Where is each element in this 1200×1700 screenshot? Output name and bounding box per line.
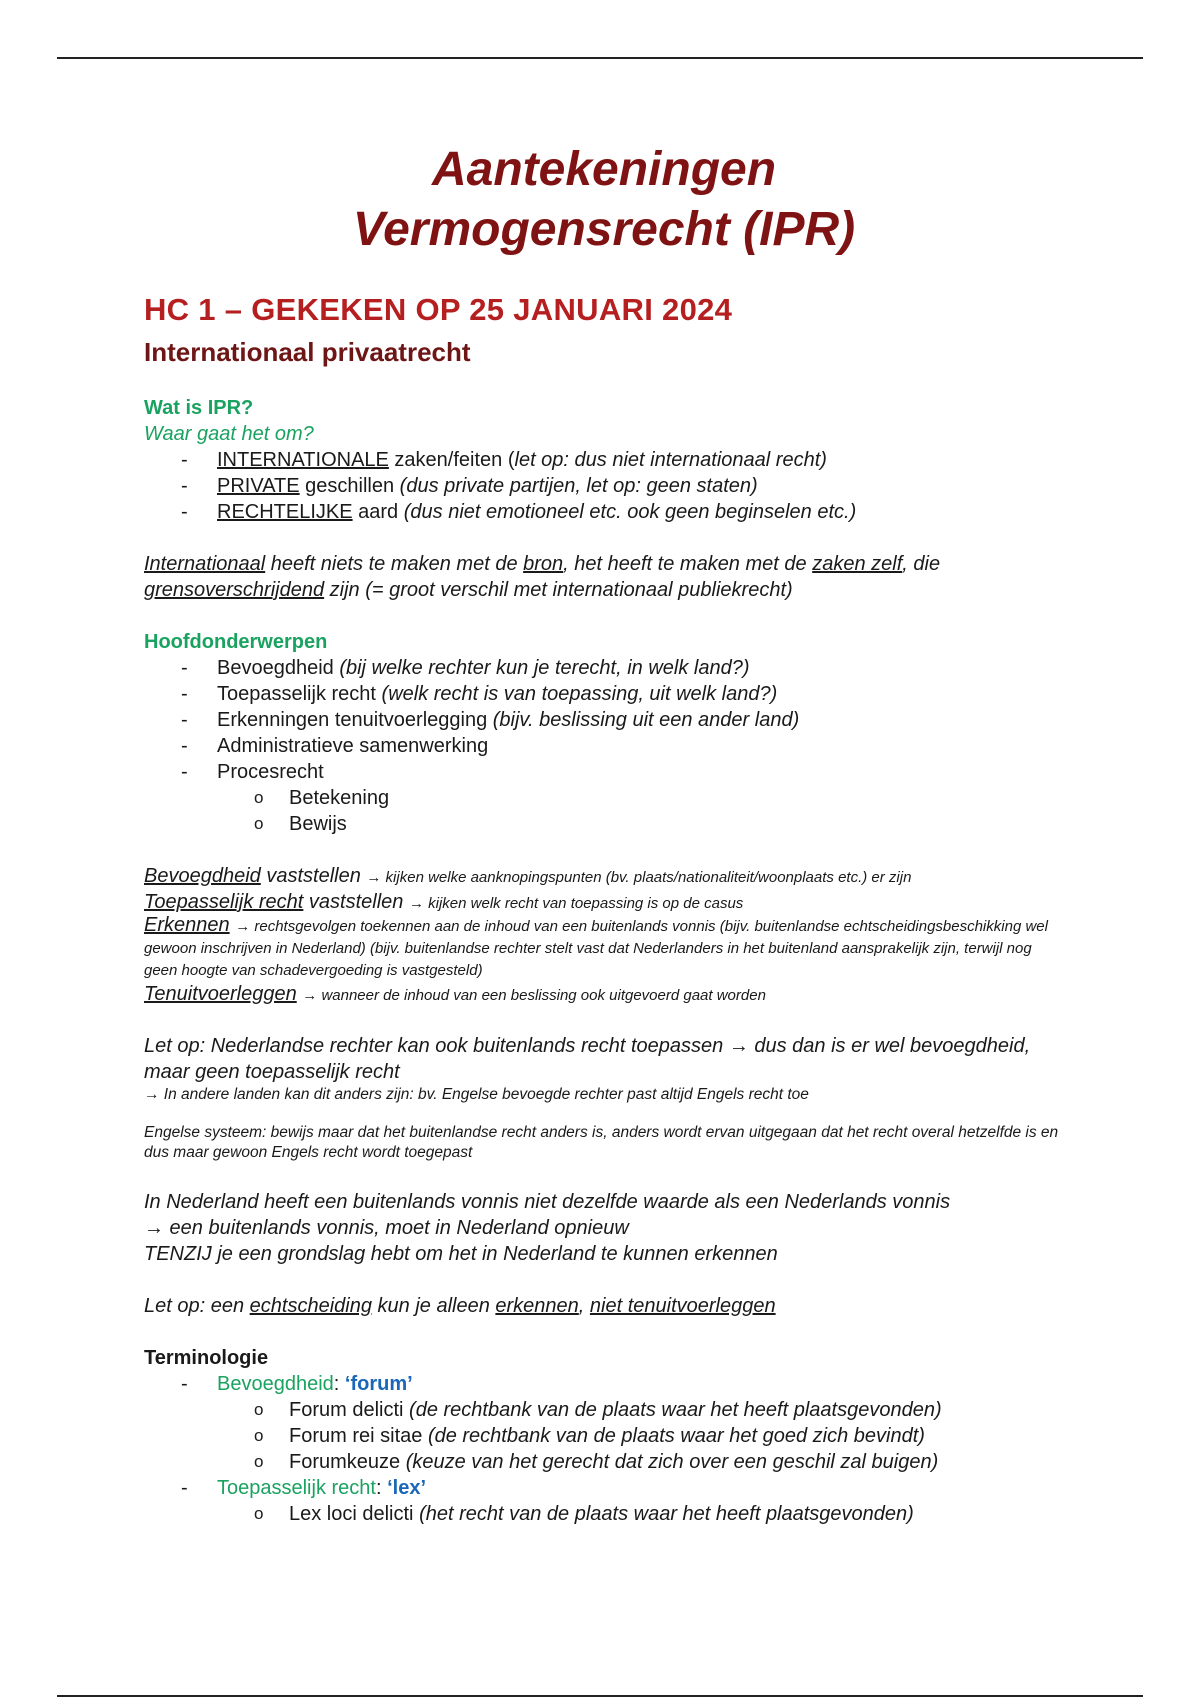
title-line-2: Vermogensrecht (IPR)	[352, 203, 856, 256]
list-item: o Forum delicti (de rechtbank van de plaats waar het heeft plaatsgevonden)	[144, 1397, 1064, 1423]
list-item: - RECHTELIJKE aard (dus niet emotioneel etc. ook geen beginselen etc.)	[144, 499, 1064, 525]
list-item: - Toepasselijk recht (welk recht is van toepassing, uit welk land?)	[144, 681, 1064, 707]
list-item: o Bewijs	[144, 811, 1064, 837]
echtscheiding-note: Let op: een echtscheiding kun je alleen erkennen, niet tenuitvoerleggen	[144, 1295, 776, 1317]
top-rule	[57, 57, 1143, 59]
definition-row: Tenuitvoerleggen → wanneer de inhoud van een beslissing ook uitgevoerd gaat worden	[144, 983, 766, 1005]
notes-body	[144, 395, 1064, 1527]
list-item: o Betekening	[144, 785, 1064, 811]
list-item: - Administratieve samenwerking	[144, 733, 1064, 759]
list-item: - Erkenningen tenuitvoerlegging (bijv. beslissing uit een ander land)	[144, 707, 1064, 733]
list-item: - PRIVATE geschillen (dus private partijen, let op: geen staten)	[144, 473, 1064, 499]
forum-sublist	[144, 1397, 1064, 1475]
letop-paragraph: Let op: Nederlandse rechter kan ook buitenlands recht toepassen → dus dan is er wel bevoegdheid, maar geen toepasselijk recht	[144, 1035, 1031, 1083]
document-title	[144, 140, 1064, 260]
hoofd-heading: Hoofdonderwerpen	[144, 631, 328, 653]
wat-list	[144, 447, 1064, 525]
list-item: - INTERNATIONALE zaken/feiten (let op: dus niet internationaal recht)	[144, 447, 1064, 473]
wat-subheading: Waar gaat het om?	[144, 423, 314, 445]
list-item: - Toepasselijk recht: ‘lex’	[144, 1475, 1064, 1501]
title-line-1: Aantekeningen	[431, 143, 777, 196]
engelse-systeem-note: Engelse systeem: bewijs maar dat het buitenlandse recht anders is, anders wordt ervan uitgegaan dat het recht overal hetzelfde is en dus maar gewoon Engels recht wordt toegepast	[144, 1124, 1059, 1161]
terminologie-heading: Terminologie	[144, 1347, 269, 1369]
list-item: o Lex loci delicti (het recht van de plaats waar het heeft plaatsgevonden)	[144, 1501, 1064, 1527]
procesrecht-sublist	[144, 785, 1064, 837]
definition-row: Erkennen → rechtsgevolgen toekennen aan de inhoud van een buitenlands vonnis (bijv. buitenlandse echtscheidingsbeschikking wel gewoon inschrijven in Nederland) (bijv. buitenlandse rechter stelt vast dat Nederlanders in het buitenland aansprakelijk zijn, terwijl nog geen hoogte van schadevergoeding is vastgesteld)	[144, 914, 1048, 979]
terminologie-list-2	[144, 1475, 1064, 1501]
lex-sublist	[144, 1501, 1064, 1527]
list-item: o Forumkeuze (keuze van het gerecht dat zich over een geschil zal buigen)	[144, 1449, 1064, 1475]
list-item: - Bevoegdheid: ‘forum’	[144, 1371, 1064, 1397]
hoofd-list	[144, 655, 1064, 785]
section-subtitle: Internationaal privaatrecht	[144, 337, 471, 367]
list-item: o Forum rei sitae (de rechtbank van de plaats waar het goed zich bevindt)	[144, 1423, 1064, 1449]
list-item: - Procesrecht	[144, 759, 1064, 785]
nederland-paragraph: In Nederland heeft een buitenlands vonnis niet dezelfde waarde als een Nederlands vonnis → een buitenlands vonnis, moet in Nederland opnieuw TENZIJ je een grondslag hebt om het in Nederland te kunnen erkennen	[144, 1191, 951, 1265]
internationaal-paragraph: Internationaal heeft niets te maken met de bron, het heeft te maken met de zaken zelf, die grensoverschrijdend zijn (= groot verschil met internationaal publiekrecht)	[144, 553, 941, 601]
terminologie-list	[144, 1371, 1064, 1397]
wat-heading: Wat is IPR?	[144, 397, 254, 419]
bottom-rule	[57, 1695, 1143, 1697]
definition-row: Bevoegdheid vaststellen → kijken welke aanknopingspunten (bv. plaats/nationaliteit/woonplaats etc.) er zijn	[144, 865, 912, 887]
definitions-block	[144, 863, 1064, 1007]
lecture-heading: HC 1 – GEKEKEN OP 25 JANUARI 2024	[144, 292, 733, 327]
definition-row: Toepasselijk recht vaststellen → kijken welk recht van toepassing is op de casus	[144, 891, 744, 913]
list-item: - Bevoegdheid (bij welke rechter kun je terecht, in welk land?)	[144, 655, 1064, 681]
letop-note: → In andere landen kan dit anders zijn: bv. Engelse bevoegde rechter past altijd Engels recht toe	[144, 1086, 809, 1103]
